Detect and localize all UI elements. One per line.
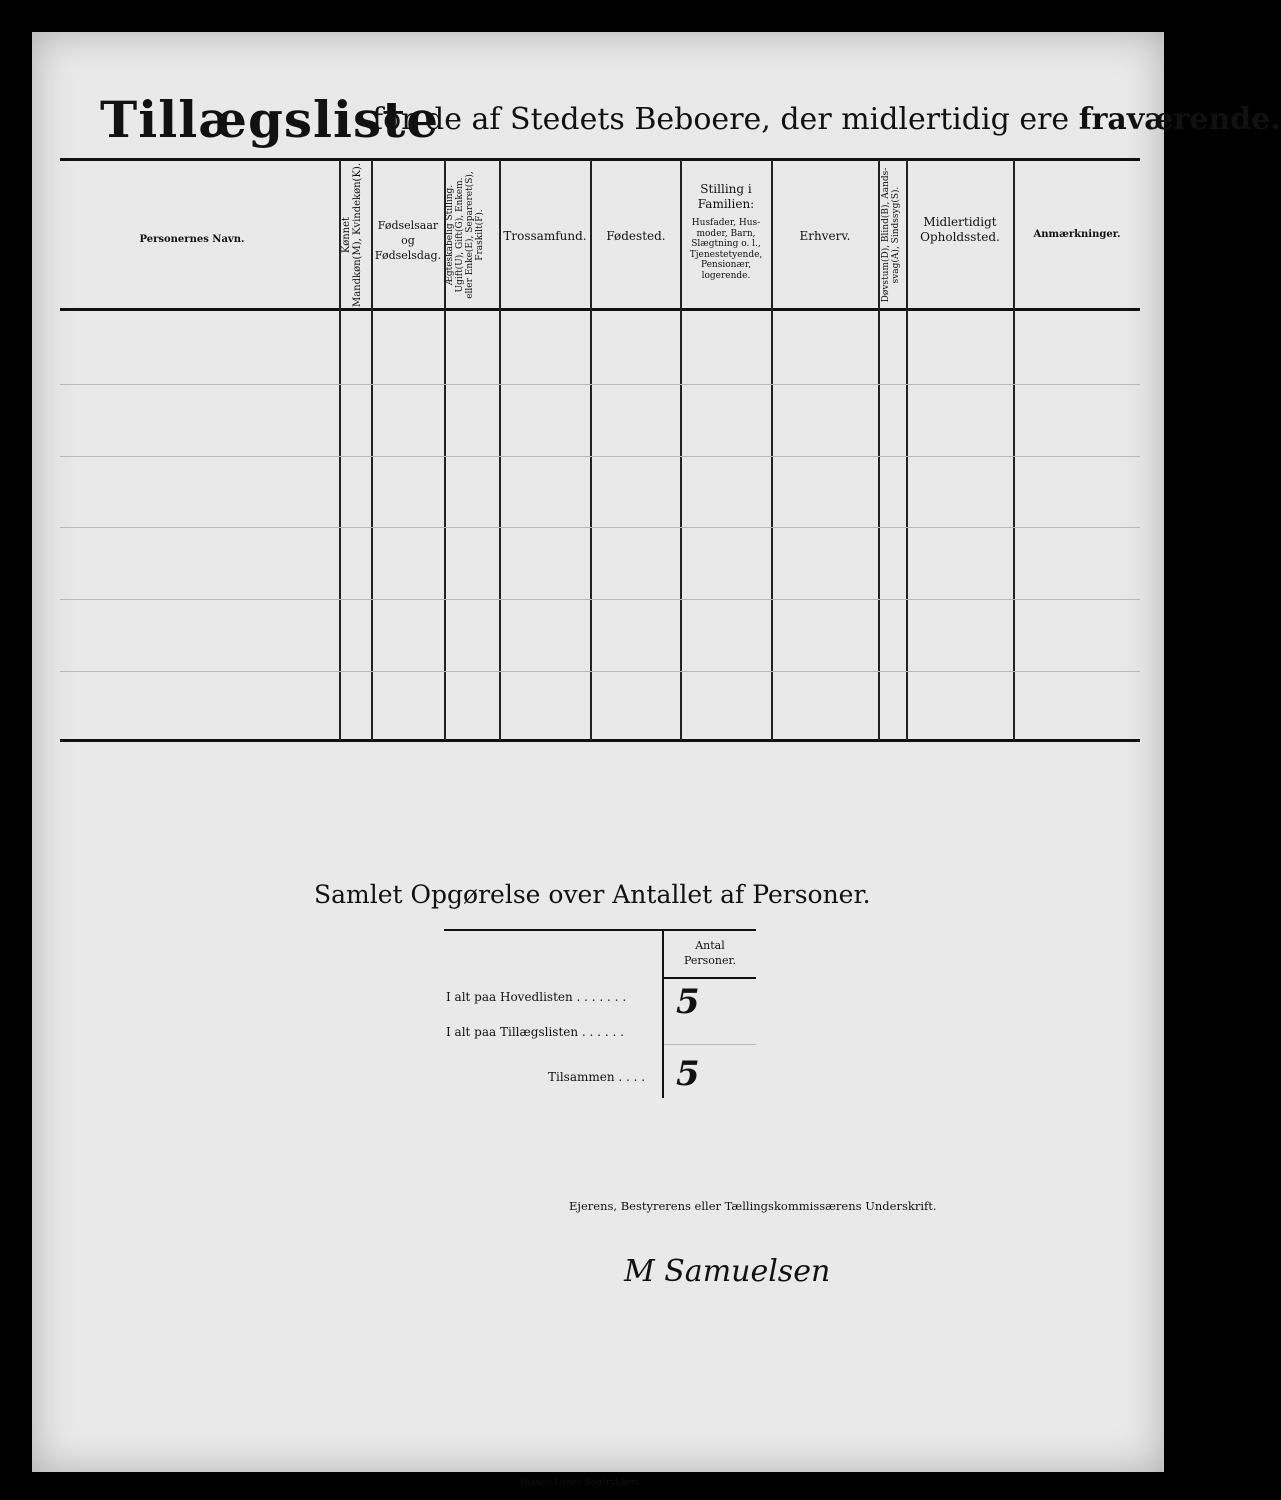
- printer-imprint: Bianco Lunos Bogtrykkeri.: [520, 1478, 642, 1488]
- summary-header-rule: [664, 977, 756, 979]
- header-disability: Døvstum(D), Blind(B), Aands- svag(A), Sindssyg(S).: [881, 167, 901, 303]
- form-title: Tillægsliste: [100, 90, 440, 149]
- summary-row-label: I alt paa Tillægslisten . . . . . .: [446, 1025, 624, 1039]
- header-religion: Trossamfund.: [503, 229, 587, 243]
- header-occupation: Erhverv.: [799, 229, 851, 243]
- header-family-title: Stilling i Familien:: [697, 182, 755, 211]
- table-header-rule: [60, 308, 1140, 311]
- header-birthplace: Fødested.: [606, 229, 666, 243]
- summary-col-header: Antal Personer.: [683, 939, 737, 967]
- signature-caption: Ejerens, Bestyrerens eller Tællingskommissærens Underskrift.: [569, 1199, 937, 1213]
- summary-top-rule: [444, 929, 756, 931]
- summary-row-line: [664, 1044, 756, 1045]
- form-subtitle: [372, 102, 1281, 137]
- header-temp-residence: Midlertidigt Opholdssted.: [920, 215, 1000, 244]
- census-form-page: [32, 32, 1281, 1488]
- header-marital: Ægteskabelig Stilling. Ugift(U), Gift(G), Enkem. eller Enke(E), Separeret(S), Fraskilt(F).: [445, 171, 485, 299]
- column-divider: [771, 160, 773, 741]
- table-row-line: [60, 527, 1140, 528]
- column-divider: [499, 160, 501, 741]
- header-name: Personernes Navn.: [139, 234, 245, 245]
- form-subtitle-bold: fraværende.: [1078, 102, 1281, 137]
- column-divider: [906, 160, 908, 741]
- table-row-line: [60, 456, 1140, 457]
- summary-value: 5: [676, 982, 700, 1022]
- signature: M Samuelsen: [624, 1254, 831, 1289]
- header-remarks: Anmærkninger.: [1033, 229, 1121, 240]
- header-sex: Kønnet Mandkøn(M), Kvindekøn(K).: [341, 163, 363, 308]
- header-birth: Fødselsaar og Fødselsdag.: [374, 219, 442, 262]
- header-family-detail: Husfader, Hus- moder, Barn, Slægtning o. l., Tjenestetyende, Pensionær, logerende.: [689, 218, 763, 281]
- form-subtitle-text: for de af Stedets Beboere, der midlertidig ere: [372, 102, 1070, 137]
- summary-title: Samlet Opgørelse over Antallet af Personer.: [314, 880, 871, 909]
- summary-row-label: I alt paa Hovedlisten . . . . . . .: [446, 990, 627, 1004]
- table-top-rule: [60, 158, 1140, 161]
- summary-divider: [662, 931, 664, 1098]
- column-divider: [590, 160, 592, 741]
- column-divider: [878, 160, 880, 741]
- table-bottom-rule: [60, 739, 1140, 742]
- table-row-line: [60, 599, 1140, 600]
- summary-value: 5: [676, 1054, 700, 1094]
- summary-row-label: Tilsammen . . . .: [548, 1070, 646, 1084]
- table-row-line: [60, 671, 1140, 672]
- table-row-line: [60, 384, 1140, 385]
- column-divider: [1013, 160, 1015, 741]
